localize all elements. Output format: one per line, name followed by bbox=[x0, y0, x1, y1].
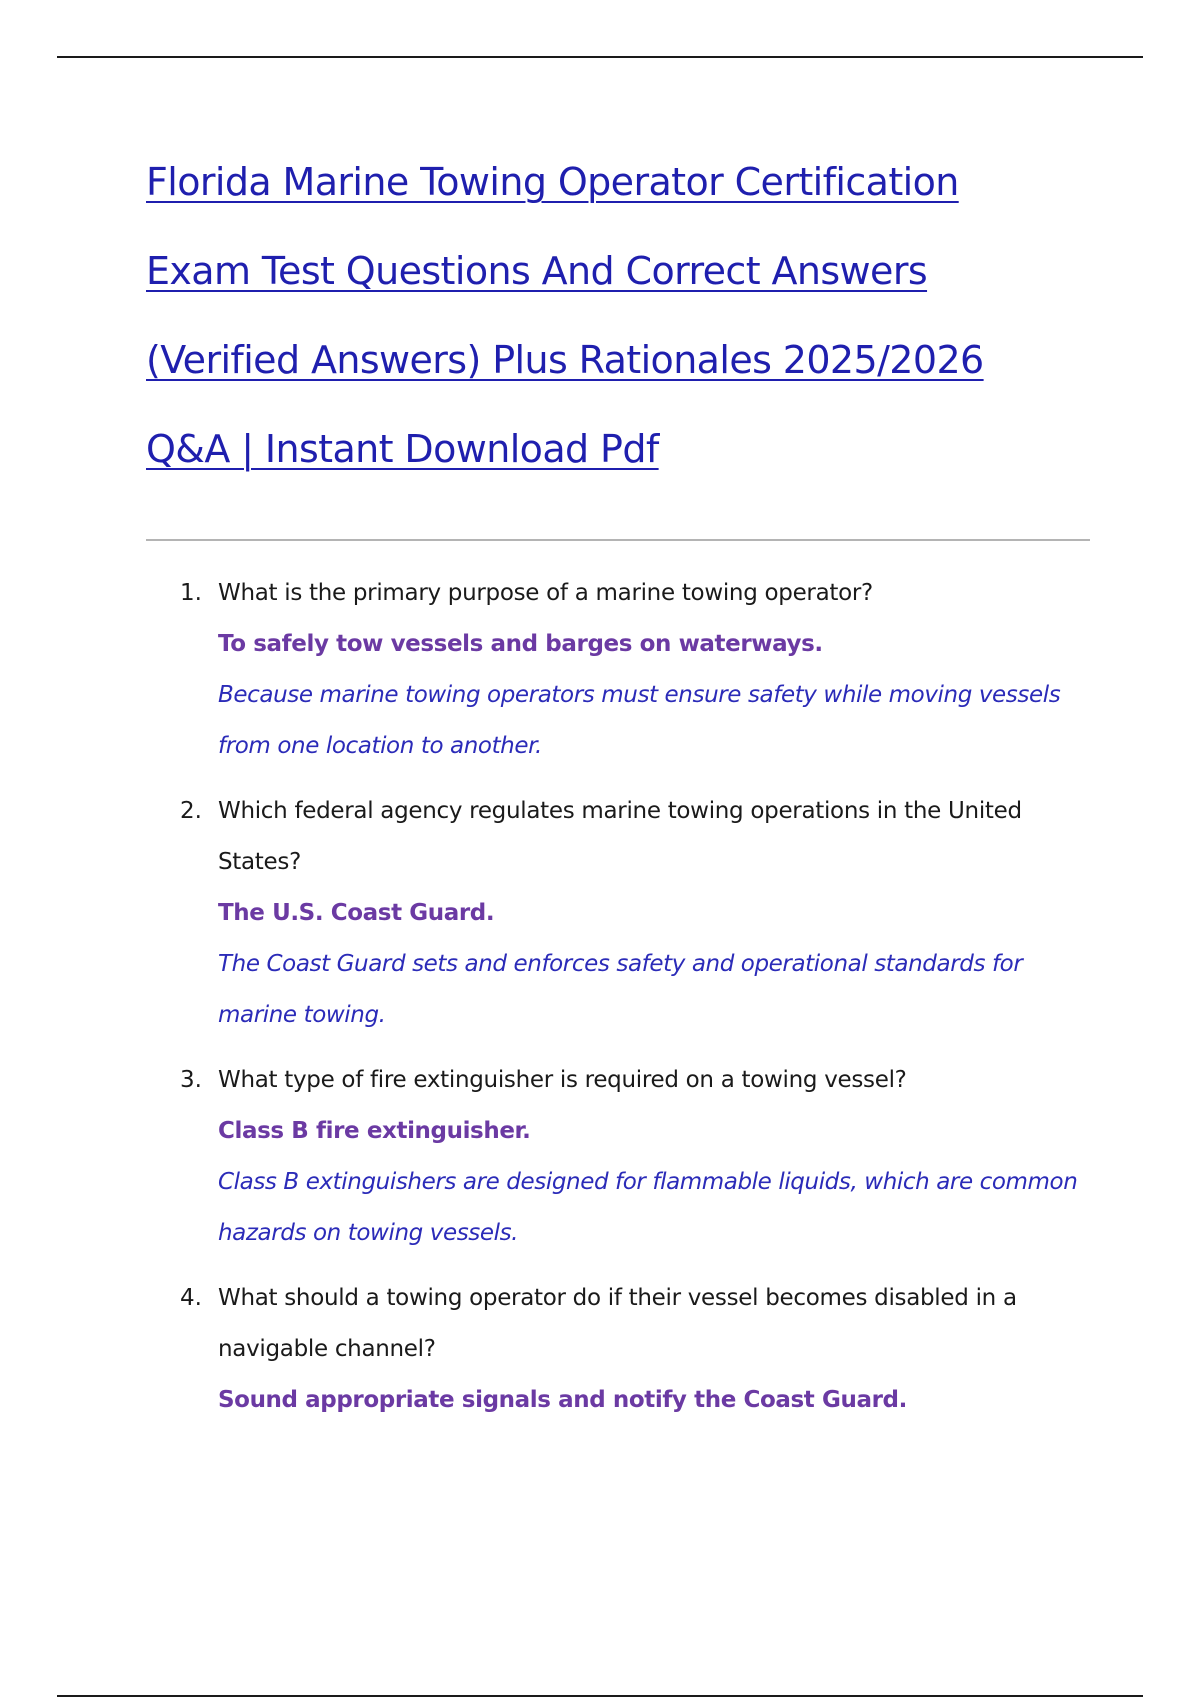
question-text: What is the primary purpose of a marine towing operator? bbox=[218, 580, 873, 606]
rationale-text: Class B extinguishers are designed for flammable liquids, which are common hazards on towing vessels. bbox=[218, 1169, 1078, 1246]
question-number: 1. bbox=[180, 580, 202, 606]
question-number: 4. bbox=[180, 1285, 202, 1311]
title-line-2[interactable]: Exam Test Questions And Correct Answers bbox=[146, 249, 928, 293]
title-line-4[interactable]: Q&A | Instant Download Pdf bbox=[146, 427, 659, 471]
question-number: 2. bbox=[180, 798, 202, 824]
question-item-1 bbox=[146, 568, 1106, 772]
question-text: What should a towing operator do if their vessel becomes disabled in a navigable channel? bbox=[218, 1285, 1017, 1362]
section-divider bbox=[146, 539, 1090, 541]
top-rule bbox=[57, 56, 1143, 58]
answer-text: Class B fire extinguisher. bbox=[218, 1118, 531, 1144]
question-text: Which federal agency regulates marine towing operations in the United States? bbox=[218, 798, 1022, 875]
rationale-text: Because marine towing operators must ensure safety while moving vessels from one location to another. bbox=[218, 682, 1061, 759]
question-number: 3. bbox=[180, 1067, 202, 1093]
question-list bbox=[146, 568, 1106, 1440]
title-line-3[interactable]: (Verified Answers) Plus Rationales 2025/2026 bbox=[146, 338, 984, 382]
rationale-text: The Coast Guard sets and enforces safety and operational standards for marine towing. bbox=[218, 951, 1023, 1028]
answer-text: To safely tow vessels and barges on waterways. bbox=[218, 631, 823, 657]
question-item-2 bbox=[146, 786, 1106, 1041]
answer-text: The U.S. Coast Guard. bbox=[218, 900, 495, 926]
bottom-rule bbox=[57, 1695, 1143, 1697]
question-item-4 bbox=[146, 1273, 1106, 1426]
question-text: What type of fire extinguisher is required on a towing vessel? bbox=[218, 1067, 907, 1093]
question-item-3 bbox=[146, 1055, 1106, 1259]
document-title[interactable] bbox=[146, 138, 1106, 494]
title-line-1[interactable]: Florida Marine Towing Operator Certification bbox=[146, 160, 959, 204]
answer-text: Sound appropriate signals and notify the Coast Guard. bbox=[218, 1387, 907, 1413]
